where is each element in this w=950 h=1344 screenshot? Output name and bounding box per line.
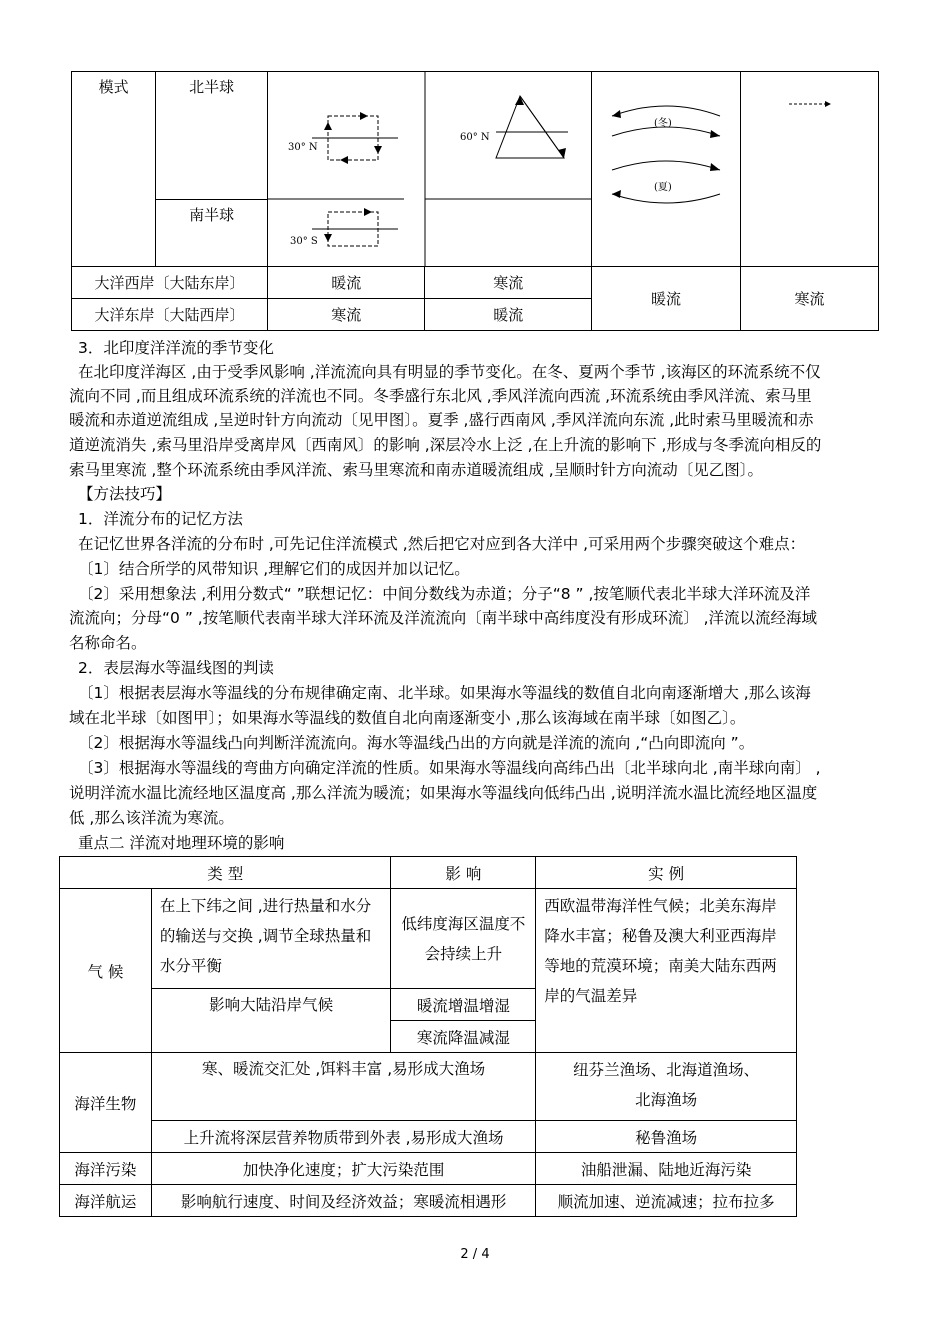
mode-label: 模式 <box>72 72 156 267</box>
climate-example: 西欧温带海洋性气候；北美东海岸降水丰富；秘鲁及澳大利亚西海岸等地的荒漠环境；南美大陆东西两岸的气温差异 <box>536 889 797 1053</box>
shipping-label: 海洋航运 <box>60 1185 152 1217</box>
paragraph-line: 〔2〕根据海水等温线凸向判断洋流流向。海水等温线凸出的方向就是洋流的流向 ,“凸向即流向 ”。 <box>78 734 755 752</box>
section-heading-seasonal: 3．北印度洋洋流的季节变化 <box>78 339 274 357</box>
climate-effect-2a: 暖流增温增湿 <box>391 989 536 1021</box>
pollution-row: 加快净化速度；扩大污染范围 <box>151 1153 535 1185</box>
impact-table <box>59 856 797 1217</box>
subtropical-gyre-south <box>290 208 398 247</box>
lat-30n-label: 30° N <box>287 142 318 153</box>
paragraph-line: 流流向；分母“0 ” ,按笔顺代表南半球大洋环流及洋流流向〔南半球中高纬度没有形成环流〕 ,洋流以流经海域 <box>69 609 818 627</box>
current-mode-table <box>71 71 879 331</box>
paragraph-line: 低 ,那么该洋流为寒流。 <box>69 809 234 827</box>
c2-east-value: 暖流 <box>425 299 592 331</box>
marine-life-example-2: 秘鲁渔场 <box>536 1121 797 1153</box>
c1-west-value: 暖流 <box>267 267 424 299</box>
method-tips-heading: 【方法技巧】 <box>78 485 172 503</box>
paragraph-line: 索马里寒流 ,整个环流系统由季风洋流、索马里寒流和南赤道暖流组成 ,呈顺时针方向流动〔见乙图〕。 <box>69 461 763 479</box>
paragraph-line: 说明洋流水温比流经地区温度高 ,那么洋流为暖流；如果海水等温线向低纬凸出 ,说明洋流水温比流经地区温度 <box>69 784 818 802</box>
paragraph-line: 〔2〕采用想象法 ,利用分数式“ ”联想记忆：中间分数线为赤道；分子“8 ” ,按笔顺代表北半球大洋环流及洋 <box>78 585 811 603</box>
c3-value: 暖流 <box>591 267 740 331</box>
c1-east-value: 寒流 <box>267 299 424 331</box>
north-hemisphere-label: 北半球 <box>156 72 268 200</box>
subtropical-gyre-north <box>288 112 398 164</box>
paragraph-line: 流向不同 ,而且组成环流系统的洋流也不同。冬季盛行东北风 ,季风洋流向西流 ,环流系统由季风洋流、索马里 <box>69 387 812 405</box>
summer-label: (夏) <box>653 182 672 193</box>
paragraph-line: 在记忆世界各洋流的分布时 ,可先记住洋流模式 ,然后把它对应到各大洋中 ,可采用两个步骤突破这个难点： <box>78 535 806 553</box>
west-wind-drift-cell <box>740 72 878 267</box>
c2-west-value: 寒流 <box>425 267 592 299</box>
marine-life-label: 海洋生物 <box>60 1053 152 1153</box>
monsoon-diagram-cell <box>591 72 740 267</box>
climate-effect-1: 低纬度海区温度不会持续上升 <box>391 889 536 989</box>
paragraph-line: 域在北半球〔如图甲〕；如果海水等温线的数值自北向南逐渐变小 ,那么该海域在南半球〔如图乙〕。 <box>69 709 746 727</box>
row-label-west-coast: 大洋西岸〔大陆东岸〕 <box>72 267 268 299</box>
climate-label: 气 候 <box>60 889 152 1053</box>
paragraph-line: 暖流和赤道逆流组成 ,呈逆时针方向流动〔见甲图〕。夏季 ,盛行西南风 ,季风洋流向东流 ,此时索马里暖流和赤 <box>69 411 814 429</box>
paragraph-line: 〔1〕根据表层海水等温线的分布规律确定南、北半球。如果海水等温线的数值自北向南逐渐增大 ,那么该海 <box>78 684 811 702</box>
gyre-diagrams <box>268 72 591 266</box>
header-type: 类 型 <box>60 857 391 889</box>
west-wind-drift-diagram <box>741 72 878 132</box>
winter-label: (冬) <box>653 118 672 129</box>
lat-30s-label: 30° S <box>289 236 318 247</box>
paragraph-line: 名称命名。 <box>69 634 147 652</box>
page-number: 2 / 4 <box>460 1247 490 1262</box>
row-label-east-coast: 大洋东岸〔大陆西岸〕 <box>72 299 268 331</box>
pollution-example: 油船泄漏、陆地近海污染 <box>536 1153 797 1185</box>
shipping-example: 顺流加速、逆流减速；拉布拉多 <box>536 1185 797 1217</box>
subpolar-gyre-north <box>460 96 568 158</box>
marine-life-example-1: 纽芬兰渔场、北海道渔场、北海渔场 <box>536 1053 797 1121</box>
header-effect: 影 响 <box>391 857 536 889</box>
shipping-row: 影响航行速度、时间及经济效益；寒暖流相遇形 <box>151 1185 535 1217</box>
lat-60n-label: 60° N <box>459 132 490 143</box>
subheading-memory-method: 1．洋流分布的记忆方法 <box>78 510 243 528</box>
climate-type-1: 在上下纬之间 ,进行热量和水分的输送与交换 ,调节全球热量和水分平衡 <box>151 889 391 989</box>
c4-value: 寒流 <box>740 267 878 331</box>
paragraph-line: 〔3〕根据海水等温线的弯曲方向确定洋流的性质。如果海水等温线向高纬凸出〔北半球向北 ,南半球向南〕 , <box>78 759 821 777</box>
monsoon-diagram <box>592 72 740 266</box>
south-hemisphere-label: 南半球 <box>156 199 268 266</box>
climate-type-2: 影响大陆沿岸气候 <box>151 989 391 1053</box>
climate-effect-2b: 寒流降温减湿 <box>391 1021 536 1053</box>
pollution-label: 海洋污染 <box>60 1153 152 1185</box>
marine-life-row-2: 上升流将深层营养物质带到外表 ,易形成大渔场 <box>151 1121 535 1153</box>
paragraph-line: 〔1〕结合所学的风带知识 ,理解它们的成因并加以记忆。 <box>78 560 470 578</box>
section-heading-impact: 重点二 洋流对地理环境的影响 <box>78 834 285 852</box>
gyre-diagram-cell <box>267 72 591 267</box>
subheading-isotherm: 2．表层海水等温线图的判读 <box>78 659 274 677</box>
marine-life-row-1: 寒、暖流交汇处 ,饵料丰富 ,易形成大渔场 <box>151 1053 535 1121</box>
paragraph-line: 在北印度洋海区 ,由于受季风影响 ,洋流流向具有明显的季节变化。在冬、夏两个季节 ,该海区的环流系统不仅 <box>78 363 821 381</box>
paragraph-line: 道逆流消失 ,索马里沿岸受离岸风〔西南风〕的影响 ,深层冷水上泛 ,在上升流的影响下 ,形成与冬季流向相反的 <box>69 436 822 454</box>
header-example: 实 例 <box>536 857 797 889</box>
